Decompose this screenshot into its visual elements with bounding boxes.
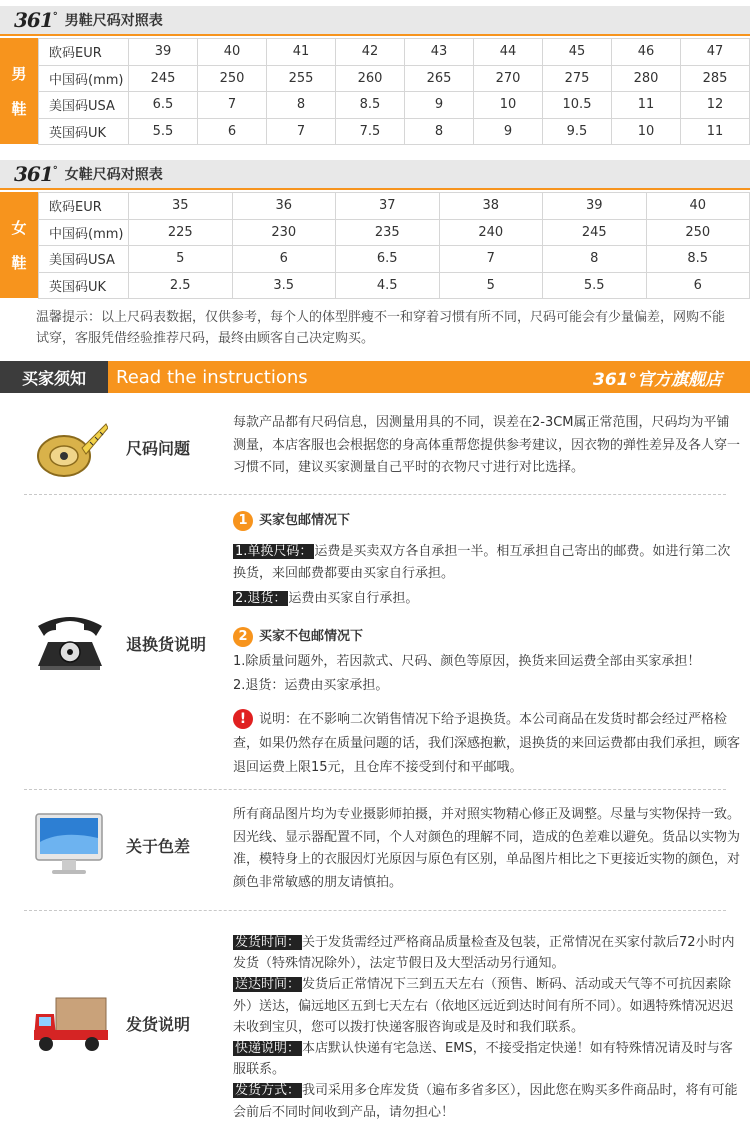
size-cell: 8.5 [336,92,405,119]
size-cell: 40 [646,193,750,220]
size-cell: 9 [474,118,543,145]
women-size-title: 女鞋尺码对照表 [64,167,163,183]
number-one-badge: 1 [233,511,253,531]
men-size-title: 男鞋尺码对照表 [64,13,163,29]
returns-item-1: 1.单换尺码： 运费是买卖双方各自承担一半。相互承担自己寄出的邮费。如进行第二次换货，来回邮费都要由买家自行承担。 [233,543,731,581]
size-cell: 285 [681,65,750,92]
size-cell: 8 [267,92,336,119]
size-row [39,193,750,220]
size-cell: 36 [232,193,336,220]
size-cell: 10.5 [543,92,612,119]
size-cell: 11 [681,118,750,145]
size-cell: 44 [474,39,543,66]
size-cell: 7.5 [336,118,405,145]
size-issue-text: 每款产品都有尺码信息，因测量用具的不同，误差在2-3CM属正常范围，尺码均为平铺测量，本店客服也会根据您的身高体重帮您提供参考建议，因衣物的弹性差异及各人穿一习惯不同，建议买家测量自己平时的衣物尺寸进行对比选择。 [233,415,741,475]
size-cell: 6 [232,246,336,273]
size-row [39,65,750,92]
size-row [39,272,750,299]
size-cell: 47 [681,39,750,66]
returns-item-2: 2.退货： 运费由买家自行承担。 [235,590,419,606]
size-cell: 9.5 [543,118,612,145]
size-cell: 39 [129,39,198,66]
size-cell: 8.5 [646,246,750,273]
women-size-table [38,192,750,299]
size-cell: 280 [612,65,681,92]
divider [24,910,726,911]
brand-logo: 361° [14,162,57,186]
size-cell: 8 [543,246,647,273]
size-cell: 5.5 [543,272,647,299]
size-cell: 40 [198,39,267,66]
shipping-time: 发货时间： 关于发货需经过严格商品质量检查及包装，正常情况在买家付款后72小时内发货（特殊情况除外），法定节假日及大型活动另行通知。 [233,935,735,972]
size-row [39,219,750,246]
truck-icon [32,990,108,1054]
size-row [39,118,750,145]
courier-note: 快递说明： 本店默认快递有宅急送、EMS，不接受指定快递！如有特殊情况请及时与客服联系。 [233,1041,733,1078]
shipping-method: 发货方式： 我司采用多仓库发货（遍布多省多区），因此您在购买多件商品时，将有可能会前后不同时间收到产品，请勿担心！ [233,1083,738,1120]
color-text: 所有商品图片均为专业摄影师拍摄，并对照实物精心修正及调整。尽量与实物保持一致。因光线、显示器配置不同，个人对颜色的理解不同，造成的色差难以避免。货品以实物为准，模特身上的衣服因灯光原因与原色有区别，单品图片相比之下更接近实物的颜色，对颜色非常敏感的朋友请慎拍。 [233,807,741,890]
men-side-label: 男 鞋 [0,38,38,144]
size-row-label: 中国码(mm) [39,219,129,246]
size-cell: 6.5 [336,246,440,273]
size-cell: 235 [336,219,440,246]
buyer-instructions-bar [0,361,750,393]
telephone-icon [32,608,108,672]
size-cell: 5.5 [129,118,198,145]
delivery-time: 送达时间： 发货后正常情况下三到五天左右（预售、断码、活动或天气等不可抗因素除外）送达，偏远地区五到七天左右（依地区远近到达时间有所不同）。如遇特殊情况迟迟未收到宝贝，您可以拨打快递客服咨询或是及时和我们联系。 [233,977,734,1035]
size-cell: 46 [612,39,681,66]
size-cell: 230 [232,219,336,246]
divider [24,789,726,790]
color-title: 关于色差 [126,837,191,856]
returns-note: ! 说明：在不影响二次销售情况下给予退换货。本公司商品在发货时都会经过严格检查，如果仍然存在质量问题的话，我们深感抱歉，退换货的来回运费都由我们承担，顾客退回运费上限15元，且仓库不接受到付和平邮哦。 [233,711,741,775]
buyer-bar-title: 买家须知 [0,361,108,393]
size-cell: 41 [267,39,336,66]
warning-icon: ! [233,709,253,729]
size-cell: 4.5 [336,272,440,299]
size-cell: 37 [336,193,440,220]
size-cell: 225 [129,219,233,246]
size-cell: 5 [439,272,543,299]
monitor-icon [32,812,108,876]
size-row [39,246,750,273]
women-side-label: 女 鞋 [0,192,38,298]
size-cell: 6 [646,272,750,299]
size-cell: 39 [543,193,647,220]
size-cell: 260 [336,65,405,92]
size-cell: 8 [405,118,474,145]
size-row [39,92,750,119]
size-cell: 7 [439,246,543,273]
size-cell: 7 [198,92,267,119]
not-buyer-pays-heading: 2 买家不包邮情况下 [233,626,741,649]
size-cell: 5 [129,246,233,273]
men-size-table [38,38,750,145]
size-cell: 11 [612,92,681,119]
size-cell: 3.5 [232,272,336,299]
size-issue-title: 尺码问题 [126,439,191,458]
size-cell: 45 [543,39,612,66]
size-cell: 255 [267,65,336,92]
size-row [39,39,750,66]
size-cell: 10 [474,92,543,119]
size-row-label: 中国码(mm) [39,65,129,92]
size-row-label: 欧码EUR [39,193,129,220]
size-cell: 275 [543,65,612,92]
returns-content [233,510,741,780]
size-cell: 6.5 [129,92,198,119]
women-size-header [0,160,750,190]
brand-logo: 361° [14,8,57,32]
size-cell: 250 [646,219,750,246]
returns-title: 退换货说明 [126,635,207,654]
buyer-bar-subtitle: Read the instructions [116,366,308,388]
shipping-title: 发货说明 [126,1015,191,1034]
size-cell: 6 [198,118,267,145]
size-row-label: 英国码UK [39,272,129,299]
size-cell: 250 [198,65,267,92]
size-cell: 42 [336,39,405,66]
tape-measure-icon [32,418,108,482]
size-tip: 温馨提示：以上尺码表数据，仅供参考，每个人的体型胖瘦不一和穿着习惯有所不同，尺码可能会有少量偏差，网购不能试穿，客服凭借经验推荐尺码，最终由顾客自己决定购买。 [36,310,726,346]
size-row-label: 美国码USA [39,92,129,119]
returns-item-4: 2.退货：运费由买家承担。 [233,678,389,693]
size-row-label: 英国码UK [39,118,129,145]
buyer-pays-heading: 1 买家包邮情况下 [233,510,741,533]
size-cell: 12 [681,92,750,119]
divider [24,494,726,495]
store-logo: 361°官方旗舰店 [593,369,722,390]
size-cell: 9 [405,92,474,119]
size-cell: 38 [439,193,543,220]
size-cell: 10 [612,118,681,145]
size-cell: 2.5 [129,272,233,299]
size-row-label: 欧码EUR [39,39,129,66]
size-cell: 240 [439,219,543,246]
men-size-header [0,6,750,36]
size-cell: 265 [405,65,474,92]
returns-item-3: 1.除质量问题外，若因款式、尺码、颜色等原因，换货来回运费全部由买家承担！ [233,653,701,669]
size-cell: 43 [405,39,474,66]
size-cell: 245 [543,219,647,246]
size-cell: 245 [129,65,198,92]
size-cell: 270 [474,65,543,92]
size-row-label: 美国码USA [39,246,129,273]
size-cell: 7 [267,118,336,145]
shipping-content [233,932,741,1123]
number-two-badge: 2 [233,627,253,647]
size-cell: 35 [129,193,233,220]
